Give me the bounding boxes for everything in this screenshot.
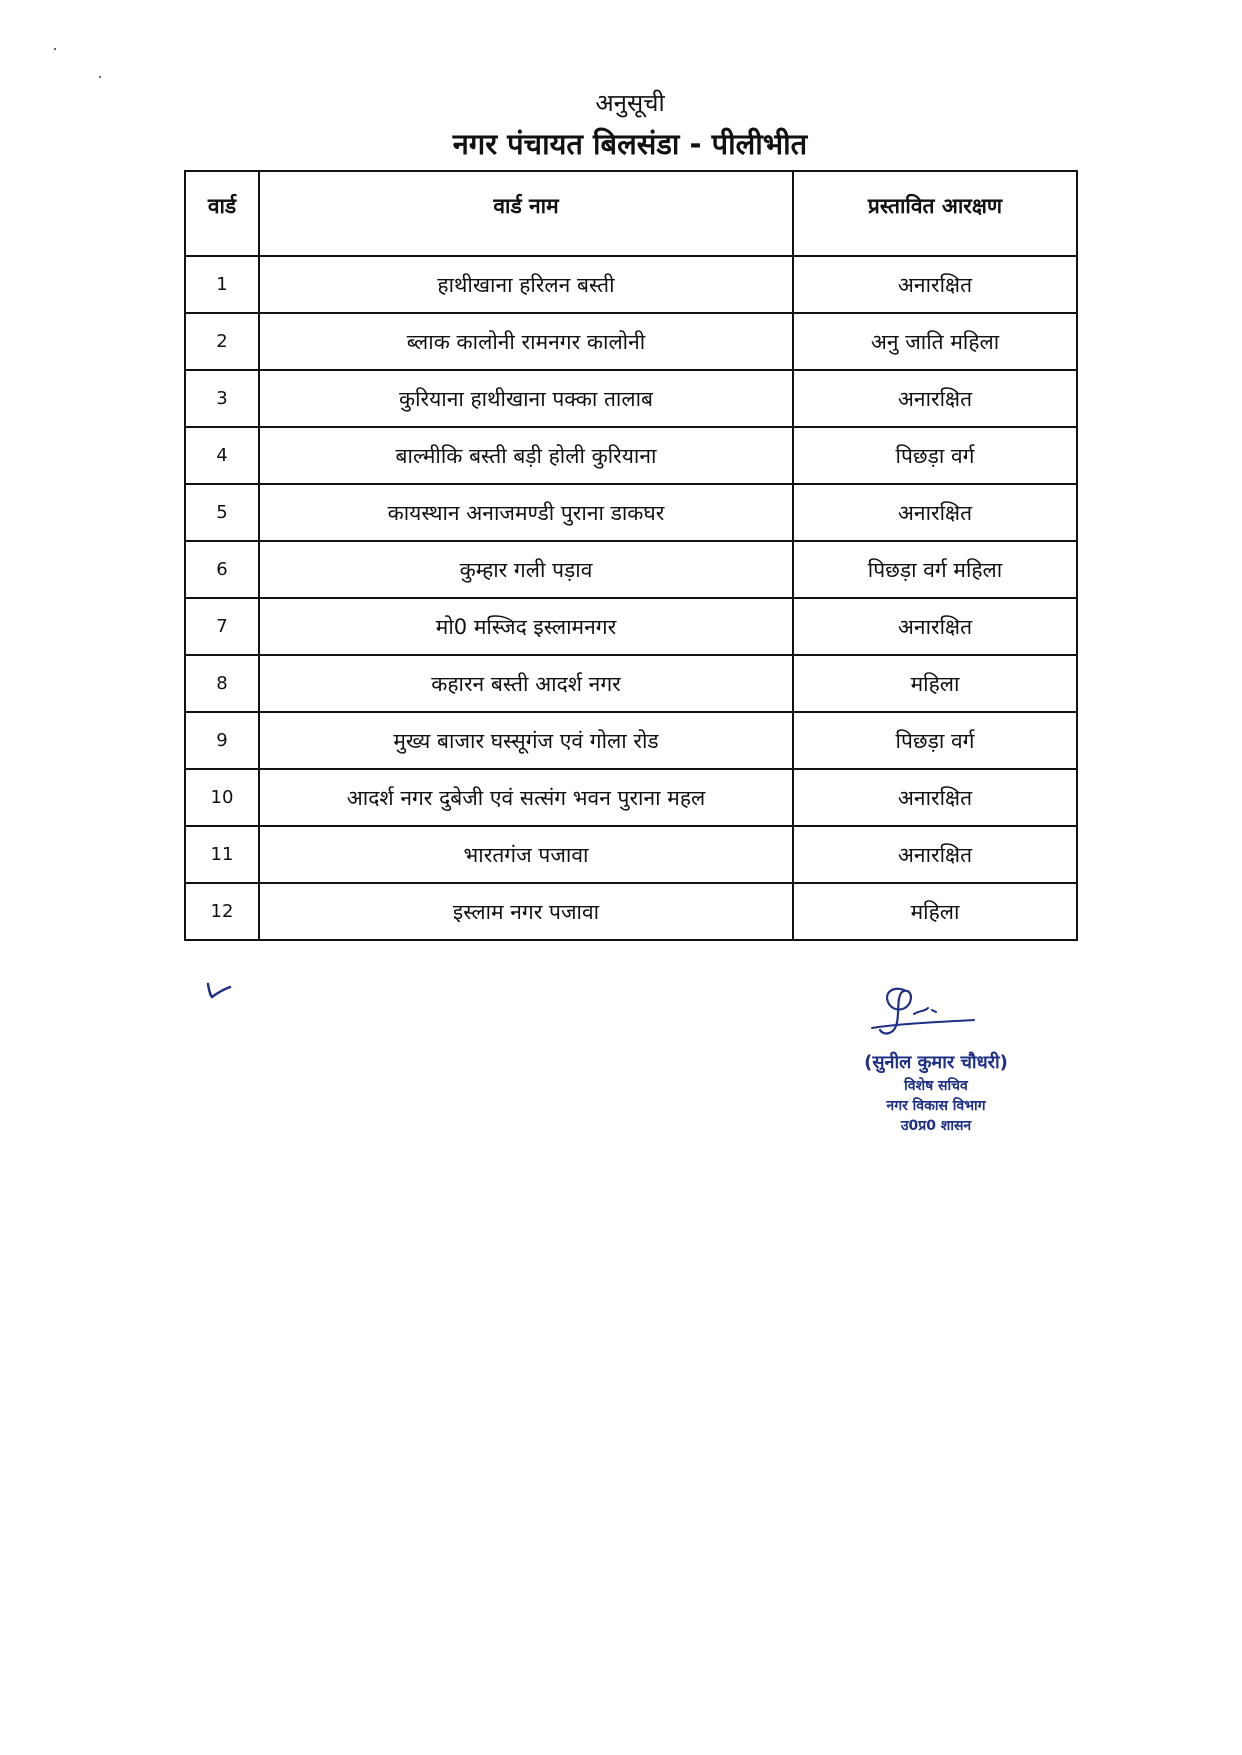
table-row [185, 883, 1077, 940]
table-row [185, 313, 1077, 370]
ward-reservation: महिला [793, 655, 1077, 712]
signatory-name: (सुनील कुमार चौधरी) [864, 1052, 1008, 1073]
ward-name: कायस्थान अनाजमण्डी पुराना डाकघर [259, 484, 793, 541]
table-row [185, 427, 1077, 484]
ward-number: 8 [185, 655, 259, 712]
table-row [185, 370, 1077, 427]
ward-reservation-table [184, 170, 1078, 941]
scan-speck [54, 48, 56, 50]
ward-reservation: अनारक्षित [793, 370, 1077, 427]
ward-number: 4 [185, 427, 259, 484]
header-ward-name: वार्ड नाम [259, 171, 793, 256]
ward-number: 7 [185, 598, 259, 655]
ward-number: 10 [185, 769, 259, 826]
ward-number: 9 [185, 712, 259, 769]
ward-name: ब्लाक कालोनी रामनगर कालोनी [259, 313, 793, 370]
ward-name: कहारन बस्ती आदर्श नगर [259, 655, 793, 712]
ward-number: 5 [185, 484, 259, 541]
table-row [185, 256, 1077, 313]
ward-reservation: अनारक्षित [793, 826, 1077, 883]
table-row [185, 484, 1077, 541]
ward-reservation: अनारक्षित [793, 256, 1077, 313]
table-row [185, 712, 1077, 769]
tick-mark-icon [204, 978, 234, 1002]
ward-reservation: महिला [793, 883, 1077, 940]
ward-number: 12 [185, 883, 259, 940]
ward-name: भारतगंज पजावा [259, 826, 793, 883]
ward-name: आदर्श नगर दुबेजी एवं सत्संग भवन पुराना महल [259, 769, 793, 826]
document-title: नगर पंचायत बिलसंडा - पीलीभीत [452, 127, 808, 161]
signatory-block [800, 1050, 1072, 1136]
ward-reservation: अनु जाति महिला [793, 313, 1077, 370]
ward-reservation: पिछड़ा वर्ग [793, 712, 1077, 769]
signatory-government: उ0प्र0 शासन [900, 1118, 972, 1134]
ward-reservation: पिछड़ा वर्ग महिला [793, 541, 1077, 598]
table-row [185, 826, 1077, 883]
ward-reservation: अनारक्षित [793, 598, 1077, 655]
table-row [185, 541, 1077, 598]
signatory-designation: विशेष सचिव [904, 1078, 968, 1094]
ward-reservation: अनारक्षित [793, 484, 1077, 541]
ward-reservation: अनारक्षित [793, 769, 1077, 826]
ward-name: बाल्मीकि बस्ती बड़ी होली कुरियाना [259, 427, 793, 484]
schedule-label: अनुसूची [595, 89, 665, 117]
signatory-department: नगर विकास विभाग [886, 1098, 986, 1114]
ward-number: 6 [185, 541, 259, 598]
ward-name: कुम्हार गली पड़ाव [259, 541, 793, 598]
ward-name: कुरियाना हाथीखाना पक्का तालाब [259, 370, 793, 427]
ward-reservation: पिछड़ा वर्ग [793, 427, 1077, 484]
ward-number: 1 [185, 256, 259, 313]
ward-name: हाथीखाना हरिलन बस्ती [259, 256, 793, 313]
ward-number: 11 [185, 826, 259, 883]
table-row [185, 655, 1077, 712]
ward-name: इस्लाम नगर पजावा [259, 883, 793, 940]
handwritten-signature-icon [866, 982, 986, 1044]
ward-number: 3 [185, 370, 259, 427]
table-header-row [185, 171, 1077, 256]
ward-name: मो0 मस्जिद इस्लामनगर [259, 598, 793, 655]
ward-number: 2 [185, 313, 259, 370]
header-ward: वार्ड [185, 171, 259, 256]
ward-name: मुख्य बाजार घस्सूगंज एवं गोला रोड [259, 712, 793, 769]
table-row [185, 598, 1077, 655]
table-row [185, 769, 1077, 826]
scan-speck [99, 76, 101, 78]
header-proposed-reservation: प्रस्तावित आरक्षण [793, 171, 1077, 256]
